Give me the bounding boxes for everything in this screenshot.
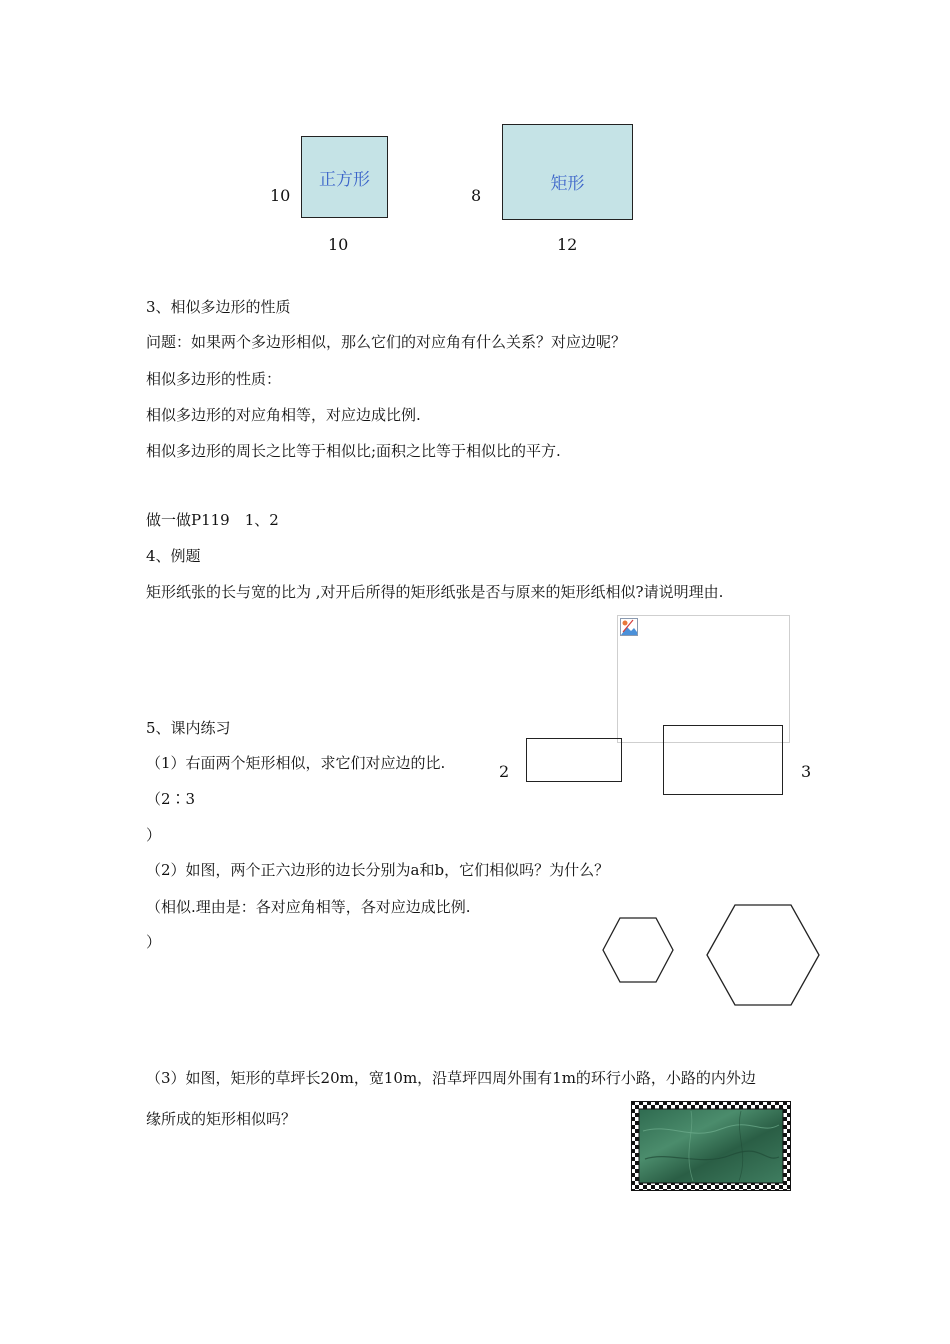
section3-heading: 3、相似多边形的性质 bbox=[146, 298, 291, 316]
square-side-label: 10 bbox=[270, 186, 291, 205]
section5-a2-close: ） bbox=[146, 933, 162, 951]
square-label: 正方形 bbox=[319, 169, 370, 190]
large-rect-label: 3 bbox=[801, 762, 812, 781]
small-rect-label: 2 bbox=[499, 762, 510, 781]
exercise-text: 做一做P119 1、2 bbox=[146, 511, 279, 529]
rectangle-bottom-label: 12 bbox=[557, 235, 578, 254]
square-shape bbox=[301, 136, 388, 218]
large-rectangle bbox=[663, 725, 783, 795]
section5-a1-open: （2∶3 bbox=[146, 790, 196, 808]
section4-heading: 4、例题 bbox=[146, 547, 201, 565]
section5-a2-open: （相似.理由是：各对应角相等，各对应边成比例. bbox=[146, 898, 471, 916]
section3-props-heading: 相似多边形的性质： bbox=[146, 370, 282, 388]
rectangle-side-label: 8 bbox=[471, 186, 482, 205]
small-hexagon bbox=[598, 913, 678, 987]
section4-example: 矩形纸张的长与宽的比为 ,对开后所得的矩形纸张是否与原来的矩形纸相似?请说明理由. bbox=[146, 583, 724, 601]
large-hexagon bbox=[702, 900, 824, 1010]
image-placeholder bbox=[617, 615, 790, 743]
section5-q3-line2: 缘所成的矩形相似吗？ bbox=[146, 1110, 297, 1128]
broken-image-icon bbox=[620, 618, 638, 636]
section5-q2: （2）如图，两个正六边形的边长分别为a和b，它们相似吗？为什么？ bbox=[146, 861, 610, 879]
section5-heading: 5、课内练习 bbox=[146, 719, 231, 737]
section5-a1-close: ） bbox=[146, 826, 162, 844]
section3-prop2: 相似多边形的周长之比等于相似比;面积之比等于相似比的平方. bbox=[146, 442, 561, 460]
section3-question: 问题：如果两个多边形相似，那么它们的对应角有什么关系？对应边呢？ bbox=[146, 333, 627, 351]
section3-prop1: 相似多边形的对应角相等，对应边成比例. bbox=[146, 406, 421, 424]
lawn-figure bbox=[631, 1101, 791, 1191]
square-bottom-label: 10 bbox=[328, 235, 349, 254]
section5-q1: （1）右面两个矩形相似，求它们对应边的比. bbox=[146, 754, 446, 772]
section5-q3-line1: （3）如图，矩形的草坪长20m，宽10m，沿草坪四周外围有1m的环行小路，小路的内外边 bbox=[146, 1069, 756, 1087]
rectangle-shape bbox=[502, 124, 633, 220]
lawn-area bbox=[639, 1109, 783, 1183]
small-rectangle bbox=[526, 738, 622, 782]
rectangle-label: 矩形 bbox=[550, 174, 585, 194]
